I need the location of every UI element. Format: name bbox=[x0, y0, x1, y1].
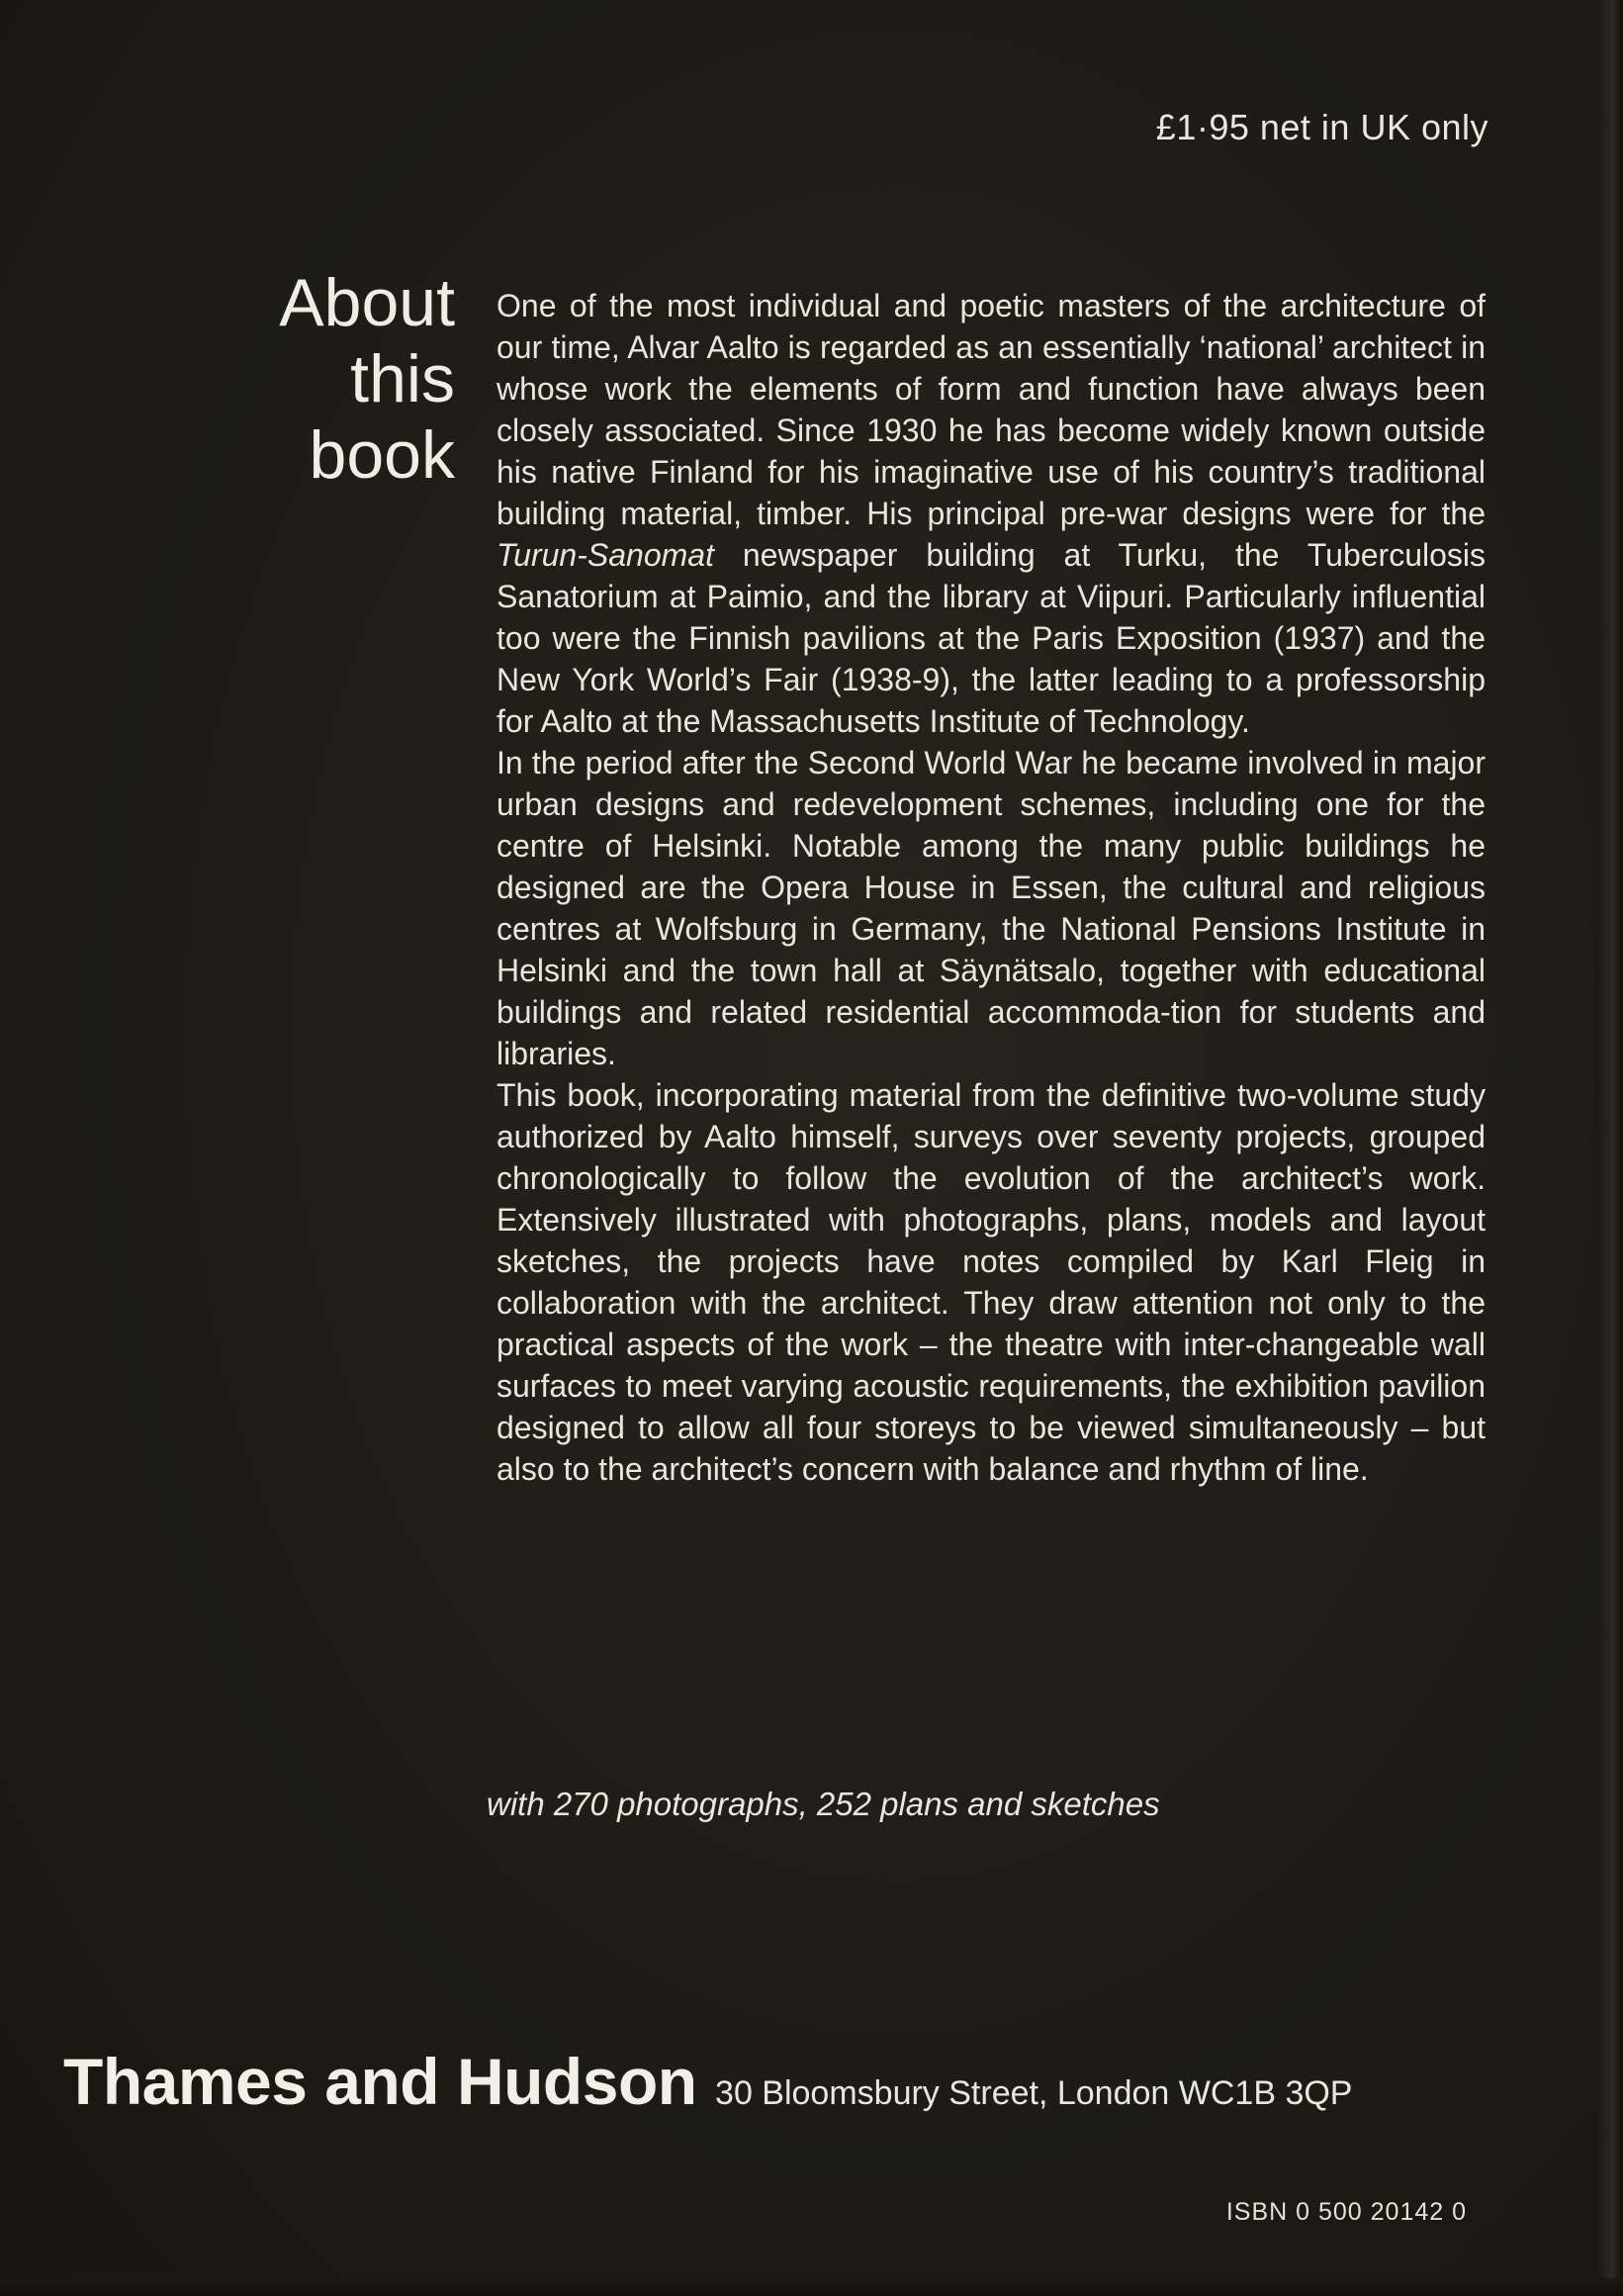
section-heading bbox=[148, 265, 455, 494]
heading-line-1: About bbox=[279, 265, 455, 340]
book-bottom-edge bbox=[0, 2278, 1623, 2296]
publisher-address: 30 Bloomsbury Street, London WC1B 3QP bbox=[715, 2074, 1353, 2112]
description-paragraph-1 bbox=[496, 285, 1486, 742]
paragraph-1-text-a: One of the most individual and poetic masters of the architecture of our time, Alvar Aalto is regarded as an essentially ‘national’ architect in whose work the elements of form and function have always been closely associated. Since 1930 he has become widely known outside his native Finland for his imaginative use of his country’s traditional building material, timber. His principal pre-war designs were for the bbox=[496, 288, 1486, 531]
illustrations-note: with 270 photographs, 252 plans and sketches bbox=[487, 1786, 1160, 1822]
description-paragraph-2: In the period after the Second World War he became involved in major urban designs and redevelopment schemes, including one for the centre of Helsinki. Notable among the many public buildings he designed are the Opera House in Essen, the cultural and religious centres at Wolfsburg in Germany, the National Pensions Institute in Helsinki and the town hall at Säynätsalo, together with educational buildings and related residential accommoda-tion for students and libraries. bbox=[496, 745, 1486, 1071]
book-description bbox=[496, 285, 1486, 1490]
description-paragraph-3: This book, incorporating material from the definitive two-volume study authorized by Aalto himself, surveys over seventy projects, grouped chronologically to follow the evolution of the architect’s work. Extensively illustrated with photographs, plans, models and layout sketches, the projects have notes compiled by Karl Fleig in collaboration with the architect. They draw attention not only to the practical aspects of the work – the theatre with inter-changeable wall surfaces to meet varying acoustic requirements, the exhibition pavilion designed to allow all four storeys to be viewed simultaneously – but also to the architect’s concern with balance and rhythm of line. bbox=[496, 1077, 1486, 1487]
heading-line-2: this bbox=[350, 341, 455, 416]
newspaper-name: Turun-Sanomat bbox=[496, 537, 714, 573]
paragraph-1-text-b: newspaper building at Turku, the Tuberculosis Sanatorium at Paimio, and the library at Viipuri. Particularly influential too were the Finnish pavilions at the Paris Exposition (1937) and the New York World’s Fair (1938-9), the latter leading to a professorship for Aalto at the Massachusetts Institute of Technology. bbox=[496, 537, 1486, 739]
book-spine-edge bbox=[1597, 0, 1623, 2296]
isbn-number: ISBN 0 500 20142 0 bbox=[1225, 2198, 1467, 2226]
price-label: £1·95 net in UK only bbox=[1155, 107, 1488, 147]
publisher-name: Thames and Hudson bbox=[63, 2045, 697, 2118]
heading-line-3: book bbox=[309, 417, 455, 493]
publisher-line bbox=[63, 2044, 1352, 2119]
